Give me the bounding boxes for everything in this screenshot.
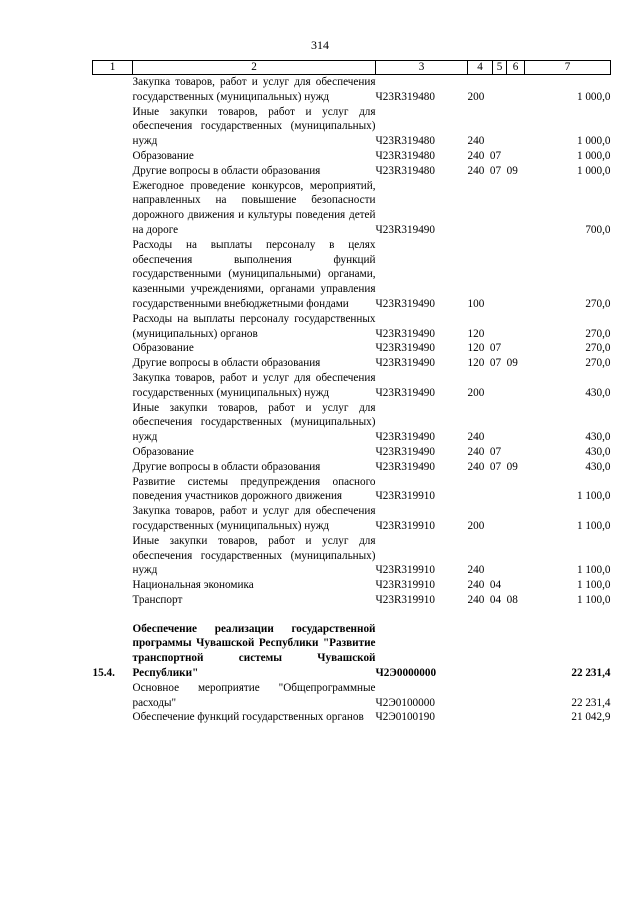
target-code: Ч23R319490: [375, 327, 435, 340]
amount: 1 100,0: [576, 564, 611, 577]
table-row: [93, 164, 611, 179]
amount: 1 000,0: [576, 135, 611, 148]
table-row: [93, 504, 611, 534]
amount: 1 100,0: [576, 490, 611, 503]
expense-type-section: 120 07 09: [467, 357, 518, 370]
table-row: [93, 534, 611, 578]
target-code: Ч23R319490: [375, 297, 435, 310]
expense-type-section: 200: [467, 386, 485, 399]
target-code: Ч23R319910: [375, 519, 435, 532]
item-name: Иные закупки товаров, работ и услуг для обеспечения государственных (муниципальных) нужд: [132, 401, 376, 444]
header-cell: 1: [93, 61, 133, 75]
table-row: [93, 710, 611, 725]
section-number: [93, 149, 133, 164]
expense-type-section: 200: [467, 90, 485, 103]
amount: 22 231,4: [571, 667, 611, 680]
section-number: [93, 312, 133, 342]
expense-type-section: 240 07: [467, 149, 502, 162]
item-name: Развитие системы предупреждения опасного поведения участников дорожного движения: [132, 475, 376, 503]
amount: 1 100,0: [576, 593, 611, 606]
table-row: [93, 475, 611, 505]
page-number: 314: [311, 38, 329, 52]
table-row: [93, 681, 611, 711]
target-code: Ч23R319490: [375, 431, 435, 444]
header-cell: 5: [493, 61, 507, 75]
table-row: [93, 371, 611, 401]
item-name: Другие вопросы в области образования: [132, 460, 321, 473]
target-code: Ч2Э0000000: [375, 667, 437, 680]
expense-type-section: [468, 179, 525, 238]
amount: 270,0: [585, 297, 611, 310]
table-row: [93, 149, 611, 164]
expense-type-section: 240 07: [467, 445, 502, 458]
amount: 1 100,0: [576, 519, 611, 532]
expense-type-section: [468, 710, 525, 725]
item-name: Расходы на выплаты персоналу в целях обеспечения выполнения функций государственными (муниципальными) органами, казенными учреждениями, органами управления государственными внебюджетными фондами: [132, 238, 376, 310]
expense-type-section: 240 07 09: [467, 164, 518, 177]
header-cell: 2: [133, 61, 376, 75]
item-name: Транспорт: [132, 593, 183, 606]
amount: 430,0: [585, 460, 611, 473]
expense-type-section: 120: [467, 327, 485, 340]
expense-type-section: 240 04 08: [467, 593, 518, 606]
spacer-cell: [93, 608, 611, 622]
expense-type-section: 240: [467, 135, 485, 148]
amount: 430,0: [585, 431, 611, 444]
expense-type-section: [468, 681, 525, 711]
amount: 1 000,0: [576, 90, 611, 103]
header-cell: 3: [376, 61, 468, 75]
section-number: [93, 356, 133, 371]
section-number: [93, 504, 133, 534]
section-number: [93, 75, 133, 105]
section-number: [93, 460, 133, 475]
amount: 1 000,0: [576, 164, 611, 177]
amount: 270,0: [585, 342, 611, 355]
table-row: [93, 341, 611, 356]
table-row: [93, 75, 611, 105]
header-row: [93, 61, 611, 75]
item-name: Иные закупки товаров, работ и услуг для обеспечения государственных (муниципальных) нужд: [132, 105, 376, 148]
target-code: Ч2Э0100190: [375, 711, 435, 724]
target-code: Ч23R319480: [375, 135, 435, 148]
section-number: [93, 238, 133, 312]
section-number: [93, 534, 133, 578]
target-code: Ч23R319910: [375, 593, 435, 606]
target-code: Ч23R319490: [375, 460, 435, 473]
header-cell: 6: [507, 61, 525, 75]
item-name: Обеспечение функций государственных органов: [132, 711, 364, 724]
expense-type-section: [468, 475, 525, 505]
expense-type-section: 240: [467, 431, 485, 444]
target-code: Ч23R319910: [375, 564, 435, 577]
section-number: [93, 710, 133, 725]
item-name: Расходы на выплаты персоналу государственных (муниципальных) органов: [132, 312, 376, 340]
table-row: [93, 578, 611, 593]
item-name: Иные закупки товаров, работ и услуг для обеспечения государственных (муниципальных) нужд: [132, 534, 376, 577]
amount: 270,0: [585, 357, 611, 370]
target-code: Ч23R319490: [375, 223, 435, 236]
item-name: Другие вопросы в области образования: [132, 357, 321, 370]
section-number: [93, 401, 133, 445]
section-number: [93, 578, 133, 593]
expense-type-section: 200: [467, 519, 485, 532]
item-name: Образование: [132, 149, 194, 162]
table-row: [93, 401, 611, 445]
item-name: Национальная экономика: [132, 579, 254, 592]
expense-type-section: 100: [467, 297, 485, 310]
item-name: Ежегодное проведение конкурсов, мероприятий, направленных на повышение безопасности дорожного движения и культуры поведения детей на дороге: [132, 179, 376, 236]
amount: 22 231,4: [571, 696, 611, 709]
target-code: Ч23R319910: [375, 490, 435, 503]
table-row: [93, 312, 611, 342]
amount: 430,0: [585, 445, 611, 458]
section-number: [93, 371, 133, 401]
expense-type-section: 240 04: [467, 579, 502, 592]
section-number: 15.4.: [92, 667, 115, 680]
section-number: [93, 681, 133, 711]
table-row: [93, 105, 611, 149]
amount: 1 100,0: [576, 579, 611, 592]
section-number: [93, 593, 133, 608]
section-number: [93, 475, 133, 505]
expense-type-section: 120 07: [467, 342, 502, 355]
spacer-row: [93, 608, 611, 622]
expense-type-section: 240: [467, 564, 485, 577]
table-row: [93, 356, 611, 371]
section-number: [93, 445, 133, 460]
target-code: Ч23R319490: [375, 357, 435, 370]
amount: 430,0: [585, 386, 611, 399]
expense-type-section: [468, 622, 525, 681]
amount: 270,0: [585, 327, 611, 340]
section-number: [93, 105, 133, 149]
target-code: Ч2Э0100000: [375, 696, 435, 709]
item-name: Закупка товаров, работ и услуг для обеспечения государственных (муниципальных) нужд: [132, 76, 376, 103]
table-row: [93, 622, 611, 681]
target-code: Ч23R319490: [375, 342, 435, 355]
target-code: Ч23R319490: [375, 386, 435, 399]
item-name: Образование: [132, 445, 194, 458]
expense-type-section: 240 07 09: [467, 460, 518, 473]
item-name: Другие вопросы в области образования: [132, 164, 321, 177]
amount: 21 042,9: [571, 711, 611, 724]
item-name: Основное мероприятие "Общепрограммные расходы": [132, 681, 376, 709]
budget-table: [92, 60, 611, 725]
section-number: [93, 179, 133, 238]
section-number: [93, 164, 133, 179]
table-row: [93, 179, 611, 238]
table-row: [93, 445, 611, 460]
section-number: [93, 341, 133, 356]
table-row: [93, 593, 611, 608]
amount: 700,0: [585, 223, 611, 236]
target-code: Ч23R319490: [375, 445, 435, 458]
amount: 1 000,0: [576, 149, 611, 162]
target-code: Ч23R319480: [375, 149, 435, 162]
table-row: [93, 460, 611, 475]
target-code: Ч23R319480: [375, 90, 435, 103]
header-cell: 4: [468, 61, 493, 75]
item-name: Закупка товаров, работ и услуг для обеспечения государственных (муниципальных) нужд: [132, 505, 376, 532]
table-row: [93, 238, 611, 312]
item-name: Образование: [132, 342, 194, 355]
target-code: Ч23R319910: [375, 579, 435, 592]
header-cell: 7: [525, 61, 611, 75]
item-name: Обеспечение реализации государственной программы Чувашской Республики "Развитие транспортной системы Чувашской Республики": [132, 622, 376, 680]
target-code: Ч23R319480: [375, 164, 435, 177]
item-name: Закупка товаров, работ и услуг для обеспечения государственных (муниципальных) нужд: [132, 371, 376, 399]
